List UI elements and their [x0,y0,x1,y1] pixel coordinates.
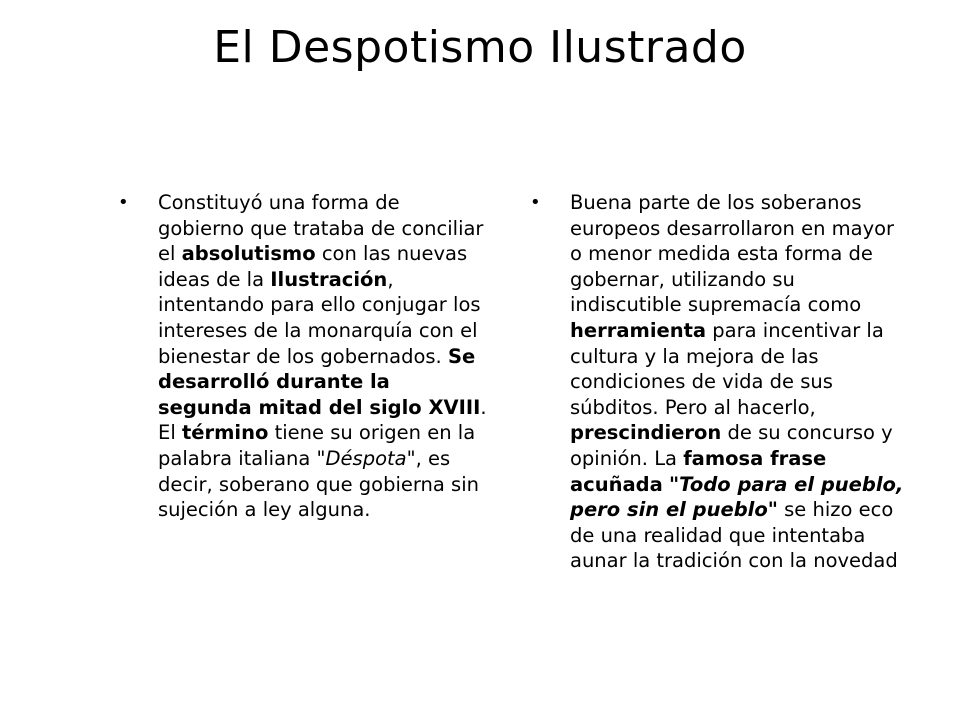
italic-term-despota: "Déspota" [316,446,416,470]
text-segment: de su concurso y opinión. La [570,421,893,470]
left-bullet-item [118,190,488,523]
text-segment: , es decir, soberano que gobierna sin sujeción a ley alguna. [158,446,479,522]
bullet-icon: • [118,192,129,213]
left-column [118,190,488,523]
text-segment: Constituyó una forma de gobierno que trataba de conciliar el [158,191,484,266]
text-segment: , intentando para ello conjugar los intereses de la monarquía con el bienestar de los gobernados. [158,267,481,368]
bold-phrase-famosa-frase: famosa frase acuñada [570,446,827,496]
slide-title: El Despotismo Ilustrado [213,22,747,73]
bullet-icon: • [530,192,541,213]
text-segment: con las nuevas ideas de la [158,242,468,291]
bold-term-termino: término [181,421,269,445]
text-segment: se hizo eco de una realidad que intentaba aunar la tradición con la novedad [570,498,898,573]
bold-term-ilustracion: Ilustración [270,267,388,291]
text-segment: . [480,395,487,419]
right-bullet-item [530,190,910,574]
quote-phrase: "Todo para el pueblo, pero sin el pueblo" [570,472,904,522]
text-segment: para incentivar la cultura y la mejora de las condiciones de vida de sus súbditos. Pero al hacerlo, [570,318,884,419]
bold-term-absolutismo: absolutismo [181,242,316,266]
bold-term-prescindieron: prescindieron [570,421,722,445]
text-segment: El [158,421,182,445]
bold-term-herramienta: herramienta [570,318,707,342]
text-segment: Buena parte de los soberanos europeos desarrollaron en mayor o menor medida esta forma de gobernar, utilizando su indiscutible supremacía como [570,191,895,317]
text-segment: tiene su origen en la palabra italiana [158,421,476,470]
right-column [530,190,910,574]
left-paragraph [158,190,488,523]
right-paragraph [570,190,910,574]
bold-phrase-siglo: Se desarrolló durante la segunda mitad del siglo XVIII [158,344,481,419]
